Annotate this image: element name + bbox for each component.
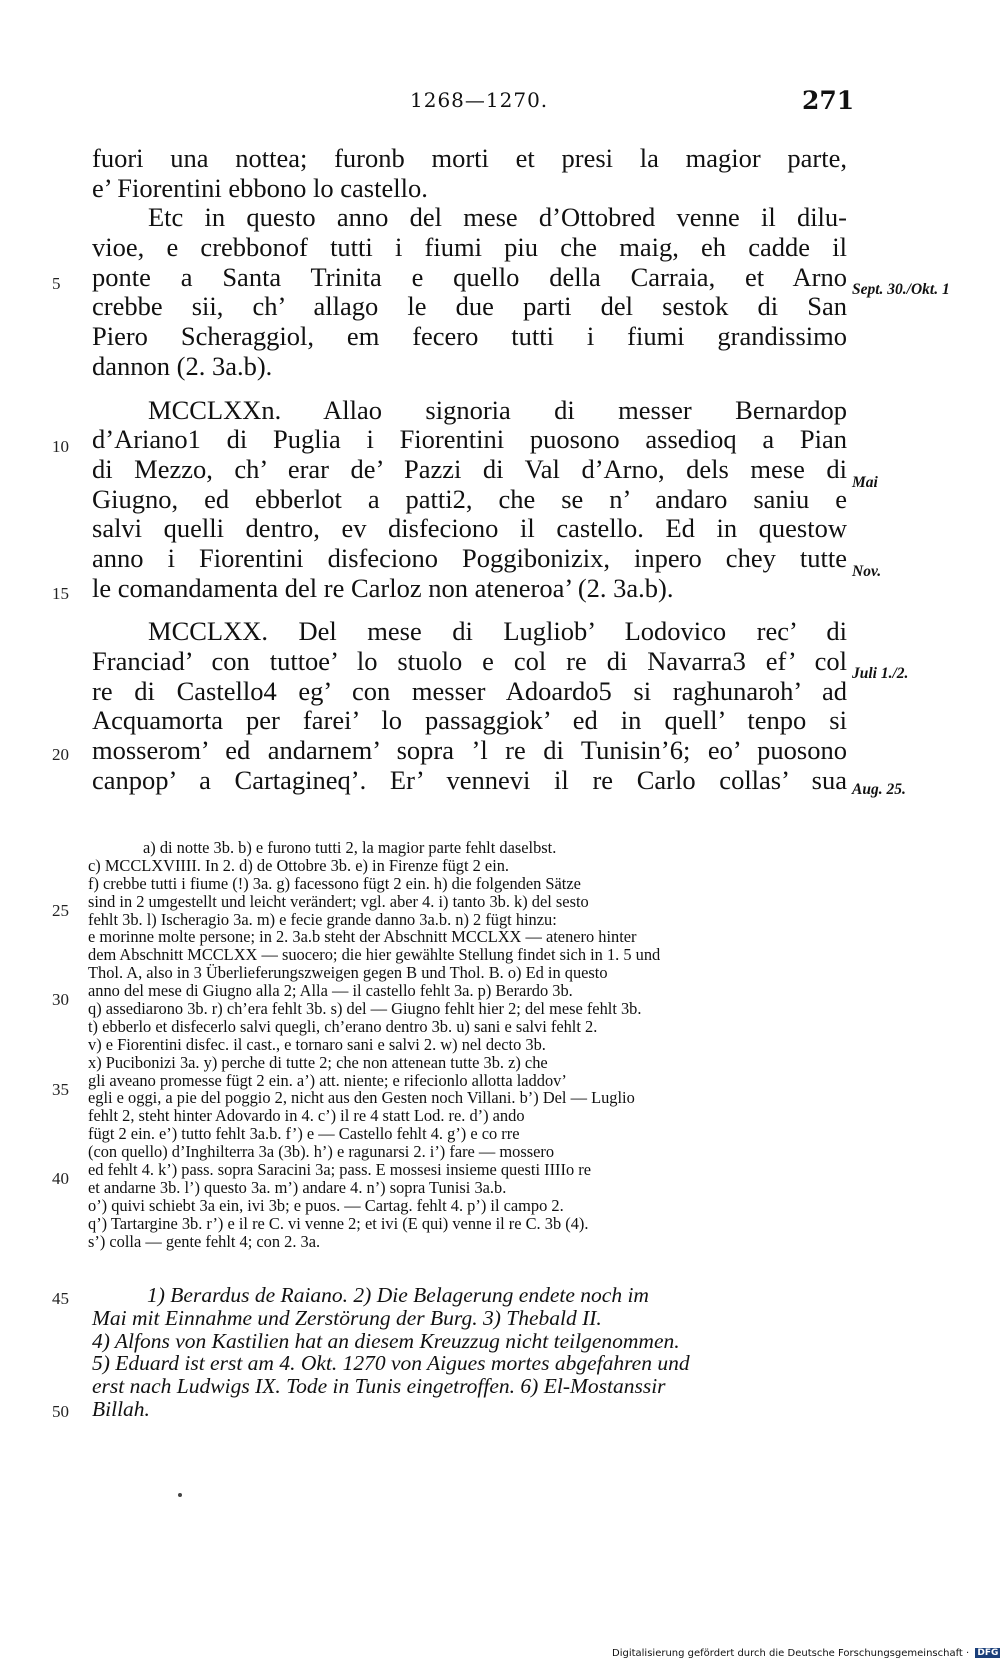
- text-line: Etc in questo anno del mese d’Ottobred venne il dilu-: [148, 202, 847, 233]
- print-speck: [178, 1493, 182, 1497]
- apparatus-line: x) Pucibonizi 3a. y) perche di tutte 2; che non attenean tutte 3b. z) che: [88, 1052, 548, 1072]
- apparatus-line: q) assediarono 3b. r) ch’era fehlt 3b. s) del — Giugno fehlt hier 2; del mese fehlt 3b.: [88, 999, 642, 1019]
- line-number: 20: [52, 745, 69, 764]
- apparatus-line: ed fehlt 4. k’) pass. sopra Saracini 3a; pass. E mossesi insieme questi IIIIo re: [88, 1160, 591, 1180]
- main-text: [92, 144, 847, 795]
- apparatus-line: dem Abschnitt MCCLXX — suocero; die hier gewählte Stellung findet sich in 1. 5 und: [88, 945, 661, 965]
- line-number: 5: [52, 274, 61, 293]
- apparatus-line: c) MCCLXVIIII. In 2. d) de Ottobre 3b. e) in Firenze fügt 2 ein.: [88, 855, 510, 875]
- margin-date-note: Sept. 30./Okt. 1: [852, 281, 950, 298]
- margin-date-note: Juli 1./2.: [852, 665, 909, 682]
- apparatus-line: (con quello) d’Inghilterra 3a (3b). h’) e ragunarsi 2. i’) fare — mossero: [88, 1142, 555, 1162]
- text-line: dannon (2. 3a.b).: [92, 350, 273, 381]
- text-line: Giugno, ed ebberlot a patti2, che se n’ andaro saniu e: [92, 483, 847, 514]
- funding-text: Digitalisierung gefördert durch die Deutsche Forschungsgemeinschaft ·: [612, 1648, 970, 1659]
- text-line: re di Castello4 eg’ con messer Adoardo5 si raghunaroh’ ad: [92, 675, 847, 706]
- apparatus-line: anno del mese di Giugno alla 2; Alla — il castello fehlt 3a. p) Berardo 3b.: [88, 981, 573, 1001]
- paragraph-gap: [92, 603, 847, 617]
- footnote-line: Mai mit Einnahme und Zerstörung der Burg. 3) Thebald II.: [92, 1305, 602, 1330]
- apparatus-line: egli e oggi, a pie del poggio 2, nicht aus den Gesten noch Villani. b’) Del — Luglio: [88, 1088, 635, 1108]
- paragraph-gap: [92, 382, 847, 396]
- funding-footer: [612, 1648, 1000, 1659]
- line-number: 50: [52, 1402, 69, 1421]
- text-line: salvi quelli dentro, ev disfeciono il castello. Ed in questow: [92, 513, 847, 544]
- text-line: Franciad’ con tuttoe’ lo stuolo e col re di Navarra3 ef’ col: [92, 646, 847, 676]
- text-line: crebbe sii, ch’ allago le due parti del sestok di San: [92, 291, 847, 322]
- apparatus-line: v) e Fiorentini disfec. il cast., e tornaro sani e salvi 2. w) nel decto 3b.: [88, 1034, 546, 1054]
- running-head: 1268—1270.: [410, 88, 549, 112]
- text-line: Piero Scheraggiol, em fecero tutti i fiumi grandissimo: [92, 321, 847, 352]
- text-line: di Mezzo, ch’ erar de’ Pazzi di Val d’Arno, dels mese di: [92, 453, 847, 484]
- text-line: le comandamenta del re Carloz non ateneroa’ (2. 3a.b).: [92, 572, 674, 603]
- apparatus-line: sind in 2 umgestellt und leicht verändert; vgl. aber 4. i) tanto 3b. k) del sesto: [88, 891, 589, 911]
- apparatus-line: t) ebberlo et disfecerlo salvi quegli, ch’erano dentro 3b. u) sani e salvi fehlt 2.: [88, 1016, 598, 1036]
- apparatus-line: fehlt 2, steht hinter Adovardo in 4. c’) il re 4 statt Lod. re. d’) ando: [88, 1106, 525, 1126]
- apparatus-line: gli aveano promesse fügt 2 ein. a’) att. niente; e rifecionlo allotta laddov’: [88, 1070, 567, 1090]
- line-number: 45: [52, 1289, 69, 1308]
- line-number: 10: [52, 437, 69, 456]
- dfg-logo: DFG: [977, 1648, 999, 1658]
- text-line: ponte a Santa Trinita e quello della Carraia, et Arno: [92, 261, 847, 292]
- text-line: e’ Fiorentini ebbono lo castello.: [92, 172, 428, 203]
- apparatus-line: fehlt 3b. l) Ischeragio 3a. m) e fecie grande danno 3a.b. n) 2 fügt hinzu:: [88, 909, 557, 929]
- line-number: 35: [52, 1080, 69, 1099]
- footnote-line: erst nach Ludwigs IX. Tode in Tunis eingetroffen. 6) El-Mostanssir: [92, 1374, 666, 1399]
- text-line: d’Ariano1 di Puglia i Fiorentini puosono assedioq a Pian: [92, 424, 847, 455]
- text-line: fuori una nottea; furonb morti et presi la magior parte,: [92, 143, 847, 173]
- text-line: mosserom’ ed andarnem’ sopra ’l re di Tunisin’6; eo’ puosono: [92, 735, 847, 766]
- text-line: MCCLXX. Del mese di Lugliob’ Lodovico rec’ di: [148, 616, 847, 647]
- apparatus-line: o’) quivi schiebt 3a ein, ivi 3b; e puos. — Cartag. fehlt 4. p’) il campo 2.: [88, 1195, 564, 1215]
- text-line: MCCLXXn. Allao signoria di messer Bernardop: [148, 394, 847, 425]
- text-line: vioe, e crebbonof tutti i fiumi piu che maig, eh cadde il: [92, 232, 847, 263]
- apparatus-line: e morinne molte persone; in 2. 3a.b steht der Abschnitt MCCLXX — atenero hinter: [88, 927, 637, 947]
- apparatus-line: s’) colla — gente fehlt 4; con 2. 3a.: [88, 1231, 321, 1251]
- footnotes: [92, 1284, 850, 1421]
- footnote-line: 1) Berardus de Raiano. 2) Die Belagerung endete noch im: [147, 1283, 649, 1307]
- footnote-line: 4) Alfons von Kastilien hat an diesem Kreuzzug nicht teilgenommen.: [92, 1328, 680, 1353]
- text-line: canpop’ a Cartagineq’. Er’ vennevi il re Carlo collas’ sua: [92, 764, 847, 795]
- apparatus-line: a) di notte 3b. b) e furono tutti 2, la magior parte fehlt daselbst.: [143, 838, 557, 857]
- margin-date-note: Aug. 25.: [852, 781, 906, 798]
- line-number: 15: [52, 584, 69, 603]
- apparatus-line: fügt 2 ein. e’) tutto fehlt 3a.b. f’) e — Castello fehlt 4. g’) e co rre: [88, 1124, 520, 1144]
- critical-apparatus: [88, 839, 850, 1250]
- line-number: 25: [52, 901, 69, 920]
- margin-date-note: Mai: [852, 474, 878, 491]
- text-line: Acquamorta per farei’ lo passaggiok’ ed in quell’ tenpo si: [92, 705, 847, 736]
- apparatus-line: f) crebbe tutti i fiume (!) 3a. g) facessono fügt 2 ein. h) die folgenden Sätze: [88, 873, 581, 893]
- text-line: anno i Fiorentini disfeciono Poggibonizix, inpero chey tutte: [92, 542, 847, 573]
- apparatus-line: Thol. A, also in 3 Überlieferungszweigen gegen B und Thol. B. o) Ed in questo: [88, 963, 608, 983]
- apparatus-line: q’) Tartargine 3b. r’) e il re C. vi venne 2; et ivi (E qui) venne il re C. 3b (4).: [88, 1213, 589, 1233]
- footnote-line: 5) Eduard ist erst am 4. Okt. 1270 von Aigues mortes abgefahren und: [92, 1351, 690, 1376]
- line-number: 30: [52, 990, 69, 1009]
- page-number: 271: [802, 86, 855, 115]
- footnote-line: Billah.: [92, 1396, 150, 1421]
- page-header: [0, 88, 1000, 118]
- apparatus-line: et andarne 3b. l’) questo 3a. m’) andare 4. n’) sopra Tunisi 3a.b.: [88, 1177, 507, 1197]
- margin-date-note: Nov.: [852, 563, 882, 580]
- line-number: 40: [52, 1169, 69, 1188]
